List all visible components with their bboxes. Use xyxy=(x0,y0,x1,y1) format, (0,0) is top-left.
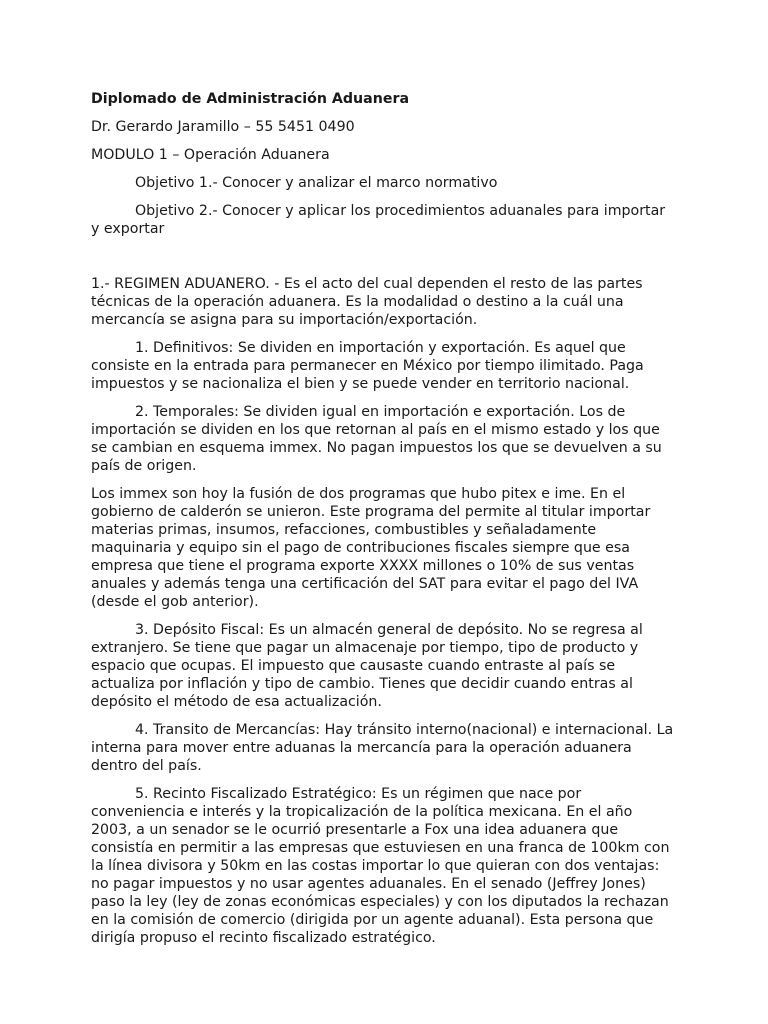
section-regimen-aduanero: 1.- REGIMEN ADUANERO. - Es el acto del cual dependen el resto de las partes técnicas de la operación aduanera. Es la modalidad o destino a la cuál una mercancía se asigna para su importación/exportación. xyxy=(91,276,643,328)
item-recinto-fiscalizado: 5. Recinto Fiscalizado Estratégico: Es un régimen que nace por conveniencia e interés y la tropicalización de la política mexicana. En el año 2003, a un senador se le ocurrió presentarle a Fox una idea aduanera que consistía en permitir a las empresas que estuviesen en una franca de 100km con la línea divisora y 50km en las costas importar lo que quieran con dos ventajas: no pagar impuestos y no usar agentes aduanales. En el senado (Jeffrey Jones) paso la ley (ley de zonas económicas especiales) y con los diputados la rechazan en la comisión de comercio (dirigida por un agente aduanal). Esta persona que dirigía propuso el recinto fiscalizado estratégico. xyxy=(91,786,670,946)
item-temporales: 2. Temporales: Se dividen igual en importación e exportación. Los de importación se dividen en los que retornan al país en el mismo estado y los que se cambian en esquema immex. No pagan impuestos los que se devuelven a su país de origen. xyxy=(91,404,662,474)
item-deposito-fiscal: 3. Depósito Fiscal: Es un almacén general de depósito. No se regresa al extranjero. Se tiene que pagar un almacenaje por tiempo, tipo de producto y espacio que ocupas. El impuesto que causaste cuando entraste al país se actualiza por inflación y tipo de cambio. Tienes que decidir cuando entras al depósito el método de esa actualización. xyxy=(91,622,643,710)
document-title: Diplomado de Administración Aduanera xyxy=(91,91,410,107)
item-transito-mercancias: 4. Transito de Mercancías: Hay tránsito interno(nacional) e internacional. La interna para mover entre aduanas la mercancía para la operación aduanera dentro del país. xyxy=(91,722,674,774)
objective-1: Objetivo 1.- Conocer y analizar el marco normativo xyxy=(135,175,498,191)
item-definitivos: 1. Definitivos: Se dividen en importación y exportación. Es aquel que consiste en la entrada para permanecer en México por tiempo ilimitado. Paga impuestos y se nacionaliza el bien y se puede vender en territorio nacional. xyxy=(91,340,644,392)
paragraph-immex: Los immex son hoy la fusión de dos programas que hubo pitex e ime. En el gobierno de calderón se unieron. Este programa del permite al titular importar materias primas, insumos, refacciones, combustibles y señaladamente maquinaria y equipo sin el pago de contribuciones fiscales siempre que esa empresa que tiene el programa exporte XXXX millones o 10% de sus ventas anuales y además tenga una certificación del SAT para evitar el pago del IVA (desde el gob anterior). xyxy=(91,486,651,610)
spacer xyxy=(91,248,677,275)
module-heading: MODULO 1 – Operación Aduanera xyxy=(91,147,330,163)
author-line: Dr. Gerardo Jaramillo – 55 5451 0490 xyxy=(91,119,355,135)
document-page xyxy=(91,90,677,957)
objective-2: Objetivo 2.- Conocer y aplicar los procedimientos aduanales para importar y exportar xyxy=(91,203,666,237)
